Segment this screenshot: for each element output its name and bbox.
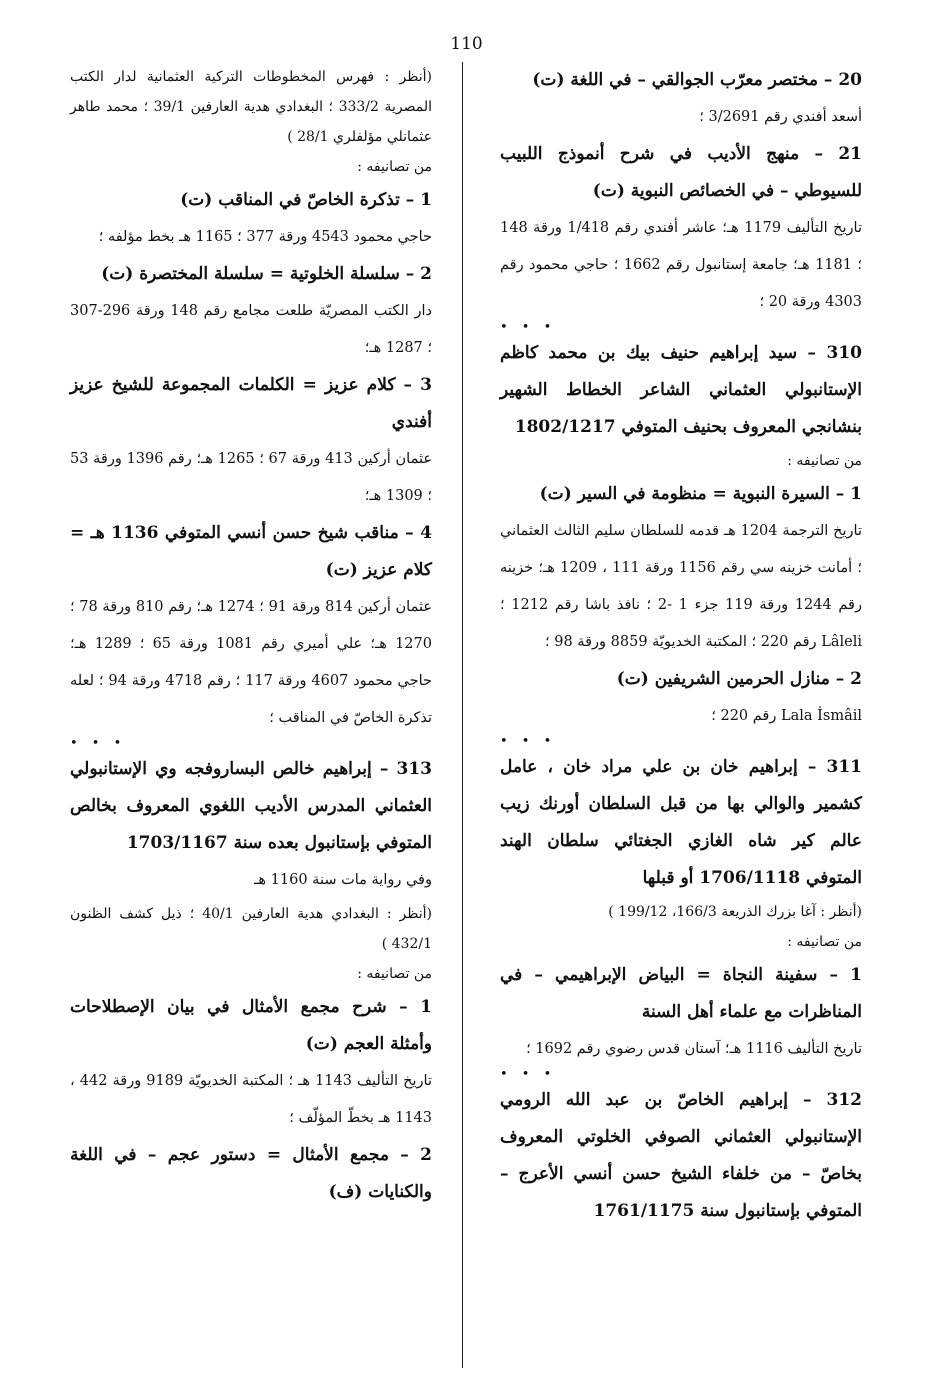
page-number: 110 [450, 34, 483, 54]
entry-detail: Lala İsmâil رقم 220 ؛ [711, 708, 862, 724]
section-separator: • • • [500, 734, 557, 749]
entry-note: من تصانيفه : [787, 453, 862, 469]
entry-detail: تاريخ التأليف 1179 هـ؛ عاشر أفندي رقم 1/418 ورقة 148 ؛ 1181 هـ؛ جامعة إستانبول رقم 1662 ؛ حاجي محمود رقم 4303 ورقة 20 ؛ [500, 220, 862, 310]
right-column [500, 62, 862, 1230]
entry-detail: حاجي محمود 4543 ورقة 377 ؛ 1165 هـ بخط مؤلفه ؛ [98, 229, 432, 245]
entry-heading: 1 – السيرة النبوية = منظومة في السير (ت) [539, 484, 862, 504]
entry-note: (أنظر : فهرس المخطوطات التركية العثمانية لدار الكتب المصرية 333/2 ؛ البغدادي هدية العارفين 39/1 ؛ محمد طاهر عثمانلي مؤلفلري 28/1 ) [70, 69, 432, 145]
entry-heading: 20 – مختصر معرّب الجوالقي – في اللغة (ت) [532, 70, 862, 90]
entry-heading: 2 – منازل الحرمين الشريفين (ت) [616, 669, 862, 689]
entry-detail: أسعد أفندي رقم 3/2691 ؛ [699, 109, 862, 125]
entry-heading: 4 – مناقب شيخ حسن أنسي المتوفي 1136 هـ = كلام عزيز (ت) [70, 523, 432, 580]
entry-detail: دار الكتب المصريّة طلعت مجامع رقم 148 ورقة 296-307 ؛ 1287 هـ؛ [70, 303, 432, 356]
entry-detail: تاريخ الترجمة 1204 هـ قدمه للسلطان سليم الثالث العثماني ؛ أمانت خزينه سي رقم 1156 ورقة 111 ، 1209 هـ؛ خزينه رقم 1244 ورقة 119 جزء 1 -2 ؛ نافذ باشا رقم 1212 ؛ Lâleli رقم 220 ؛ المكتبة الخديويّة 8859 ورقة 98 ؛ [500, 523, 862, 650]
entry-note: من تصانيفه : [357, 159, 432, 175]
entry-heading: 313 – إبراهيم خالص البساروفجه وي الإستانبولي العثماني المدرس الأديب اللغوي المعروف بخالص المتوفي بإستانبول بعده سنة 1703/1167 [70, 759, 432, 853]
entry-detail: عثمان أركين 413 ورقة 67 ؛ 1265 هـ؛ رقم 1396 ورقة 53 ؛ 1309 هـ؛ [70, 451, 433, 504]
entry-note: من تصانيفه : [357, 966, 432, 982]
section-separator: • • • [70, 736, 127, 751]
entry-heading: 310 – سيد إبراهيم حنيف بيك بن محمد كاظم الإستانبولي العثماني الشاعر الخطاط الشهير بنشانجي المعروف بحنيف المتوفي 1802/1217 [500, 343, 862, 437]
entry-heading: 1 – شرح مجمع الأمثال في بيان الإصطلاحات وأمثلة العجم (ت) [70, 997, 432, 1054]
entry-heading: 1 – تذكرة الخاصّ في المناقب (ت) [180, 190, 432, 210]
section-separator: • • • [500, 1067, 557, 1082]
left-column [70, 62, 432, 1211]
section-separator: • • • [500, 320, 557, 335]
entry-heading: 21 – منهج الأديب في شرح أنموذج اللبيب للسيوطي – في الخصائص النبوية (ت) [500, 144, 862, 201]
entry-heading: 312 – إبراهيم الخاصّ بن عبد الله الرومي الإستانبولي العثماني الصوفي الخلوتي المعروف بخاصّ – من خلفاء الشيخ حسن أنسي الأعرج – المتوفي بإستانبول سنة 1761/1175 [500, 1090, 862, 1221]
column-divider [462, 62, 463, 1368]
entry-heading: 2 – سلسلة الخلوتية = سلسلة المختصرة (ت) [101, 264, 432, 284]
entry-heading: 2 – مجمع الأمثال = دستور عجم – في اللغة والكنايات (ف) [70, 1145, 432, 1202]
entry-detail: تاريخ التأليف 1116 هـ؛ آستان قدس رضوي رقم 1692 ؛ [526, 1041, 862, 1057]
entry-heading: 3 – كلام عزيز = الكلمات المجموعة للشيخ عزيز أفندي [70, 375, 432, 432]
entry-note: من تصانيفه : [787, 934, 862, 950]
entry-note: (أنظر : البغدادي هدية العارفين 40/1 ؛ ذيل كشف الظنون 432/1 ) [70, 906, 432, 952]
entry-detail: تاريخ التأليف 1143 هـ ؛ المكتبة الخديويّة 9189 ورقة 442 ، 1143 هـ بخطّ المؤلّف ؛ [70, 1073, 432, 1126]
entry-detail: وفي رواية مات سنة 1160 هـ [254, 872, 432, 888]
entry-heading: 1 – سفينة النجاة = البياض الإبراهيمي – في المناظرات مع علماء أهل السنة [500, 965, 862, 1022]
entry-detail: عثمان أركين 814 ورقة 91 ؛ 1274 هـ؛ رقم 810 ورقة 78 ؛ 1270 هـ؛ علي أميري رقم 1081 ورقة 65 ؛ 1289 هـ؛ حاجي محمود 4607 ورقة 117 ؛ رقم 4718 ورقة 94 ؛ لعله تذكرة الخاصّ في المناقب ؛ [70, 599, 433, 726]
entry-note: (أنظر : آغا بزرك الذريعة 166/3، 199/12 ) [608, 904, 862, 920]
entry-heading: 311 – إبراهيم خان بن علي مراد خان ، عامل كشمير والوالي بها من قبل السلطان أورنك زيب عالم كير شاه الغازي الجغتائي سلطان الهند المتوفي 1706/1118 أو قبلها [500, 757, 862, 888]
